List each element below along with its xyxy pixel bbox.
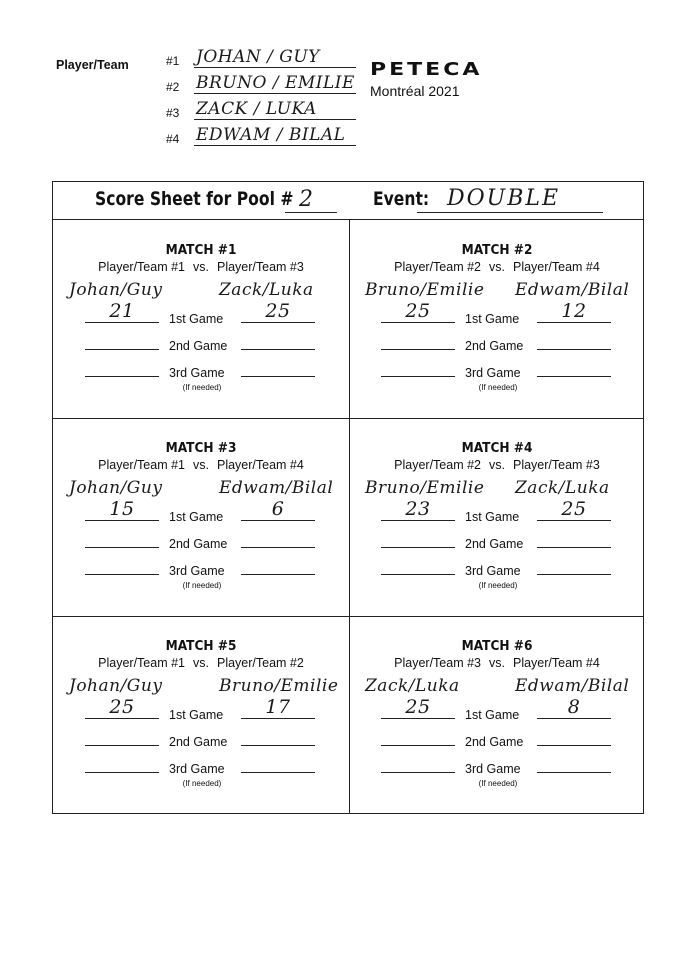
if-needed-note: (If needed) — [478, 581, 518, 590]
vs-label: vs. — [489, 260, 505, 274]
right-team-name[interactable]: Zack/Luka — [219, 280, 314, 300]
right-team-label: Player/Team #4 — [512, 656, 600, 670]
matchup-labels — [349, 260, 645, 274]
right-team-label: Player/Team #4 — [216, 458, 304, 472]
left-score-game-1[interactable]: 25 — [405, 696, 431, 718]
left-team-name[interactable]: Bruno/Emilie — [365, 478, 485, 498]
left-team-label: Player/Team #2 — [394, 458, 481, 472]
left-score-line-game-1 — [381, 322, 455, 323]
left-score-line-game-1 — [85, 322, 159, 323]
vs-label: vs. — [489, 458, 505, 472]
third-game-label: 3rd Game — [169, 564, 225, 578]
left-score-line-game-3[interactable] — [381, 574, 455, 575]
right-team-label: Player/Team #4 — [512, 260, 600, 274]
left-score-line-game-3[interactable] — [381, 376, 455, 377]
left-score-line-game-2[interactable] — [381, 547, 455, 548]
third-game-label: 3rd Game — [465, 762, 521, 776]
match-1 — [53, 220, 349, 418]
sheet-title: Score Sheet for Pool # — [95, 188, 294, 210]
right-team-label: Player/Team #3 — [216, 260, 304, 274]
right-score-game-1[interactable]: 8 — [567, 696, 581, 718]
left-team-name[interactable]: Johan/Guy — [69, 280, 163, 300]
brand-subtitle: Montréal 2021 — [370, 83, 460, 99]
left-team-label: Player/Team #1 — [98, 260, 185, 274]
vs-label: vs. — [193, 656, 209, 670]
match-title: MATCH #2 — [461, 242, 533, 258]
first-game-label: 1st Game — [465, 708, 520, 722]
roster-name[interactable]: ZACK / LUKA — [196, 99, 317, 119]
right-team-name[interactable]: Edwam/Bilal — [515, 676, 630, 696]
matchup-labels — [349, 656, 645, 670]
right-score-line-game-3[interactable] — [241, 574, 315, 575]
vs-label: vs. — [489, 656, 505, 670]
left-score-game-1[interactable]: 21 — [109, 300, 135, 322]
right-score-game-1[interactable]: 25 — [561, 498, 587, 520]
left-score-line-game-3[interactable] — [85, 376, 159, 377]
left-team-label: Player/Team #2 — [394, 260, 481, 274]
third-game-label: 3rd Game — [169, 366, 225, 380]
right-score-line-game-2[interactable] — [241, 547, 315, 548]
left-score-line-game-1 — [85, 718, 159, 719]
third-game-label: 3rd Game — [465, 366, 521, 380]
left-score-line-game-1 — [381, 520, 455, 521]
match-title: MATCH #4 — [461, 440, 533, 456]
roster-number: #1 — [166, 54, 180, 68]
left-score-game-1[interactable]: 25 — [405, 300, 431, 322]
right-team-name[interactable]: Edwam/Bilal — [219, 478, 334, 498]
sheet-title-row — [53, 182, 643, 220]
first-game-label: 1st Game — [169, 510, 224, 524]
left-score-line-game-2[interactable] — [85, 349, 159, 350]
right-score-line-game-1 — [537, 322, 611, 323]
second-game-label: 2nd Game — [169, 339, 228, 353]
match-title: MATCH #5 — [165, 638, 237, 654]
peteca-logo — [370, 60, 482, 99]
match-grid — [53, 220, 643, 813]
roster-underline — [194, 145, 356, 146]
right-score-game-1[interactable]: 17 — [265, 696, 291, 718]
second-game-label: 2nd Game — [465, 735, 524, 749]
left-score-game-1[interactable]: 15 — [109, 498, 135, 520]
match-3 — [53, 418, 349, 616]
match-4 — [349, 418, 645, 616]
matchup-labels — [53, 656, 349, 670]
pool-number[interactable]: 2 — [299, 187, 314, 212]
right-team-label: Player/Team #2 — [216, 656, 304, 670]
right-team-label: Player/Team #3 — [512, 458, 600, 472]
first-game-label: 1st Game — [465, 312, 520, 326]
left-score-line-game-2[interactable] — [85, 547, 159, 548]
left-score-line-game-3[interactable] — [85, 772, 159, 773]
right-score-line-game-2[interactable] — [537, 349, 611, 350]
left-score-line-game-1 — [381, 718, 455, 719]
match-title: MATCH #6 — [461, 638, 533, 654]
left-score-line-game-2[interactable] — [85, 745, 159, 746]
right-score-line-game-2[interactable] — [241, 349, 315, 350]
match-5 — [53, 616, 349, 814]
left-team-label: Player/Team #1 — [98, 656, 185, 670]
left-team-label: Player/Team #1 — [98, 458, 185, 472]
roster-row — [166, 96, 356, 122]
matchup-labels — [53, 260, 349, 274]
match-6 — [349, 616, 645, 814]
if-needed-note: (If needed) — [478, 779, 518, 788]
left-team-label: Player/Team #3 — [394, 656, 481, 670]
roster-number: #3 — [166, 106, 180, 120]
match-title: MATCH #1 — [165, 242, 237, 258]
right-team-name[interactable]: Bruno/Emilie — [219, 676, 339, 696]
score-sheet — [52, 181, 644, 814]
roster-number: #4 — [166, 132, 180, 146]
event-label: Event: — [373, 188, 430, 210]
roster-row — [166, 70, 356, 96]
right-score-line-game-2[interactable] — [241, 745, 315, 746]
left-score-game-1[interactable]: 23 — [405, 498, 431, 520]
left-score-line-game-3[interactable] — [381, 772, 455, 773]
third-game-label: 3rd Game — [465, 564, 521, 578]
matchup-labels — [53, 458, 349, 472]
if-needed-note: (If needed) — [182, 383, 222, 392]
vs-label: vs. — [193, 260, 209, 274]
right-score-line-game-3[interactable] — [537, 772, 611, 773]
roster-name[interactable]: BRUNO / EMILIE — [196, 73, 355, 93]
right-score-line-game-3[interactable] — [537, 376, 611, 377]
left-score-line-game-1 — [85, 520, 159, 521]
left-team-name[interactable]: Zack/Luka — [365, 676, 460, 696]
roster-name[interactable]: JOHAN / GUY — [196, 47, 320, 67]
right-team-name[interactable]: Edwam/Bilal — [515, 280, 630, 300]
right-score-line-game-3[interactable] — [241, 376, 315, 377]
right-score-line-game-1 — [537, 718, 611, 719]
right-score-line-game-2[interactable] — [537, 547, 611, 548]
right-score-game-1[interactable]: 25 — [265, 300, 291, 322]
player-team-label: Player/Team — [56, 58, 129, 72]
left-team-name[interactable]: Johan/Guy — [69, 676, 163, 696]
third-game-label: 3rd Game — [169, 762, 225, 776]
roster-name[interactable]: EDWAM / BILAL — [196, 125, 346, 145]
roster-row — [166, 122, 356, 148]
roster-underline — [194, 93, 356, 94]
right-team-name[interactable]: Zack/Luka — [515, 478, 610, 498]
right-score-game-1[interactable]: 6 — [271, 498, 285, 520]
right-score-line-game-1 — [241, 718, 315, 719]
if-needed-note: (If needed) — [182, 779, 222, 788]
left-team-name[interactable]: Bruno/Emilie — [365, 280, 485, 300]
left-score-line-game-3[interactable] — [85, 574, 159, 575]
left-score-line-game-2[interactable] — [381, 745, 455, 746]
brand-name: PETECA — [370, 60, 483, 80]
if-needed-note: (If needed) — [182, 581, 222, 590]
left-score-game-1[interactable]: 25 — [109, 696, 135, 718]
right-score-line-game-3[interactable] — [241, 772, 315, 773]
first-game-label: 1st Game — [169, 312, 224, 326]
first-game-label: 1st Game — [465, 510, 520, 524]
team-roster — [166, 44, 356, 148]
match-title: MATCH #3 — [165, 440, 237, 456]
left-score-line-game-2[interactable] — [381, 349, 455, 350]
if-needed-note: (If needed) — [478, 383, 518, 392]
second-game-label: 2nd Game — [465, 339, 524, 353]
right-score-line-game-1 — [537, 520, 611, 521]
right-score-game-1[interactable]: 12 — [561, 300, 587, 322]
matchup-labels — [349, 458, 645, 472]
vs-label: vs. — [193, 458, 209, 472]
roster-row — [166, 44, 356, 70]
right-score-line-game-1 — [241, 322, 315, 323]
left-team-name[interactable]: Johan/Guy — [69, 478, 163, 498]
pool-number-underline — [285, 212, 337, 213]
right-score-line-game-3[interactable] — [537, 574, 611, 575]
second-game-label: 2nd Game — [169, 735, 228, 749]
roster-underline — [194, 119, 356, 120]
second-game-label: 2nd Game — [465, 537, 524, 551]
roster-number: #2 — [166, 80, 180, 94]
right-score-line-game-2[interactable] — [537, 745, 611, 746]
roster-underline — [194, 67, 356, 68]
first-game-label: 1st Game — [169, 708, 224, 722]
event-underline — [417, 212, 603, 213]
match-2 — [349, 220, 645, 418]
event-value[interactable]: DOUBLE — [447, 186, 561, 211]
second-game-label: 2nd Game — [169, 537, 228, 551]
right-score-line-game-1 — [241, 520, 315, 521]
